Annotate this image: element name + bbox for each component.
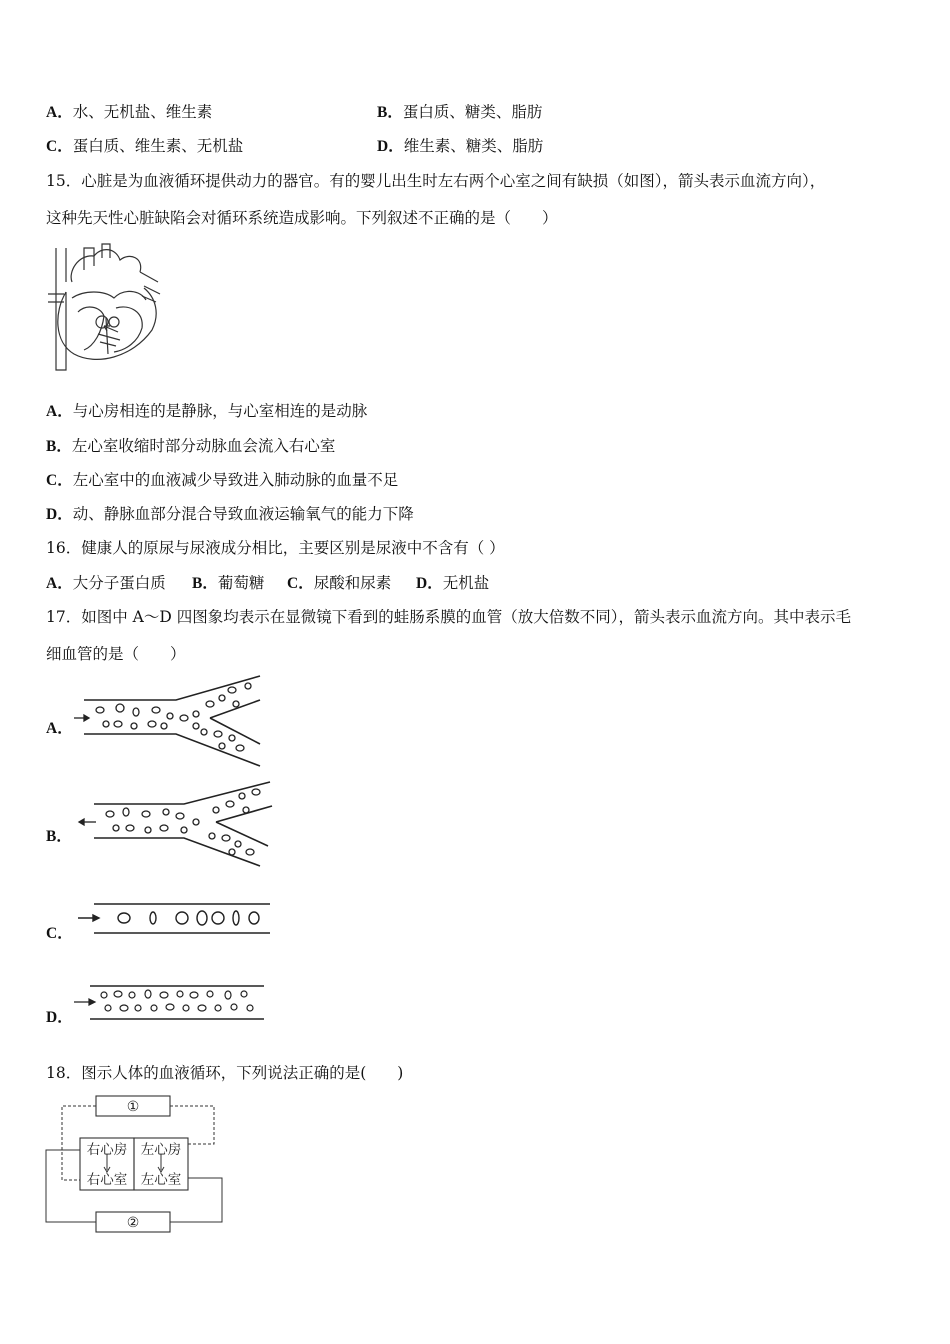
box-1-label: ① <box>126 1099 140 1115</box>
q14-option-d[interactable] <box>377 136 543 157</box>
option-text: 大分子蛋白质 <box>72 574 166 592</box>
option-label: C． <box>46 472 73 489</box>
q14-option-a[interactable] <box>46 102 212 123</box>
q17-stem-line1: 17．如图中 A～D 四图象均表示在显微镜下看到的蛙肠系膜的血管（放大倍数不同），箭头表示血流方向。其中表示毛 <box>46 608 851 626</box>
q17-label-a[interactable]: A． <box>46 720 73 737</box>
q16-stem: 16．健康人的原尿与尿液成分相比，主要区别是尿液中不含有（ ） <box>46 539 505 557</box>
q15-stem-line1: 15．心脏是为血液循环提供动力的器官。有的婴儿出生时左右两个心室之间有缺损（如图），箭头表示血流方向）， <box>46 172 826 190</box>
option-text: 葡萄糖 <box>217 574 265 592</box>
option-text: 尿酸和尿素 <box>313 574 392 592</box>
left-ventricle-label: 左心室 <box>140 1172 182 1188</box>
option-text: 蛋白质、糖类、脂肪 <box>402 103 543 121</box>
q16-option-a[interactable] <box>46 573 166 594</box>
heart-diagram <box>44 242 170 374</box>
q17-label-b[interactable]: B． <box>46 828 72 845</box>
q15-option-d[interactable] <box>46 504 414 525</box>
option-text: 无机盐 <box>442 574 490 592</box>
q15-option-a[interactable] <box>46 401 367 422</box>
q14-option-b[interactable] <box>377 102 542 123</box>
q15-stem-line2: 这种先天性心脏缺陷会对循环系统造成影响。下列叙述不正确的是（ ） <box>46 209 558 227</box>
box-2-label: ② <box>126 1215 140 1231</box>
left-atrium-label: 左心房 <box>140 1142 182 1158</box>
option-label: C． <box>46 138 73 155</box>
right-ventricle-label: 右心室 <box>86 1172 128 1188</box>
q15-option-c[interactable] <box>46 470 398 491</box>
option-text: 与心房相连的是静脉，与心室相连的是动脉 <box>72 402 368 420</box>
q15-option-b[interactable] <box>46 436 335 457</box>
option-text: 维生素、糖类、脂肪 <box>403 137 544 155</box>
option-label: B． <box>192 575 218 592</box>
q16-option-d[interactable] <box>416 573 489 594</box>
option-label: A． <box>46 403 73 420</box>
option-label: B． <box>46 438 72 455</box>
q16-option-c[interactable] <box>287 573 391 594</box>
option-text: 蛋白质、维生素、无机盐 <box>72 137 244 155</box>
option-label: B． <box>377 104 403 121</box>
vessel-figure-c <box>76 902 272 936</box>
option-text: 动、静脉血部分混合导致血液运输氧气的能力下降 <box>72 505 414 523</box>
option-text: 水、无机盐、维生素 <box>72 103 213 121</box>
right-atrium-label: 右心房 <box>86 1142 128 1158</box>
option-text: 左心室中的血液减少导致进入肺动脉的血量不足 <box>72 471 399 489</box>
option-label: A． <box>46 575 73 592</box>
option-label: D． <box>46 506 73 523</box>
option-label: D． <box>377 138 404 155</box>
option-label: C． <box>287 575 314 592</box>
vessel-figure-a <box>72 674 272 768</box>
q18-stem: 18．图示人体的血液循环，下列说法正确的是( ) <box>46 1064 404 1082</box>
option-label: A． <box>46 104 73 121</box>
vessel-figure-d <box>72 984 268 1022</box>
option-text: 左心室收缩时部分动脉血会流入右心室 <box>71 437 336 455</box>
q16-option-b[interactable] <box>192 573 264 594</box>
vessel-figure-b <box>76 782 276 868</box>
q17-label-c[interactable]: C． <box>46 925 73 942</box>
option-label: D． <box>416 575 443 592</box>
q17-stem-line2: 细血管的是（ ） <box>46 645 186 663</box>
q17-label-d[interactable]: D． <box>46 1009 73 1026</box>
q14-option-c[interactable] <box>46 136 243 157</box>
circulation-diagram <box>44 1094 226 1236</box>
